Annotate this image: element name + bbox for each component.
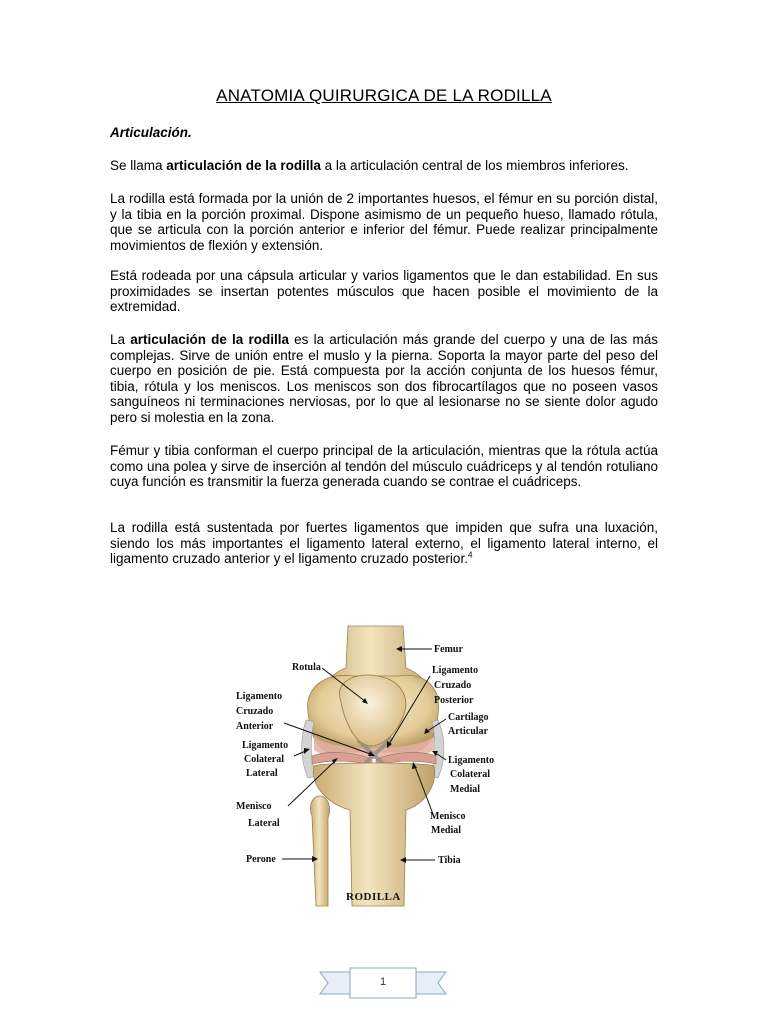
label-tibia: Tibia — [438, 855, 461, 866]
section-heading: Articulación. — [110, 125, 192, 140]
paragraph-4-bold: articulación de la rodilla — [130, 332, 289, 347]
label-lig-cruz-post-2: Cruzado — [434, 680, 472, 691]
label-femur: Femur — [434, 644, 463, 655]
tibia-bone — [313, 763, 434, 906]
label-lig-col-med-1: Ligamento — [448, 755, 495, 766]
label-menisco-lat-2: Lateral — [248, 818, 280, 829]
paragraph-5: Fémur y tibia conforman el cuerpo principal de la articulación, mientras que la rótula actúa como una polea y sirve de inserción al tendón del músculo cuádriceps y al tendón rotuliano cuya función es transmitir la fuerza generada cuando se contrae el cuádriceps. — [110, 443, 658, 490]
knee-anatomy-figure — [228, 620, 520, 910]
page-number: 1 — [379, 976, 387, 988]
footnote-marker: 4 — [467, 550, 473, 560]
figure-caption: RODILLA — [346, 891, 401, 903]
paragraph-2: La rodilla está formada por la unión de 2 importantes huesos, el fémur en su porción distal, y la tibia en la porción proximal. Dispone asimismo de un pequeño hueso, llamado rótula, que se articula con la porción anterior e inferior del fémur. Puede realizar principalmente movimientos de flexión y extensión. — [110, 191, 658, 253]
label-lig-col-lat-3: Lateral — [246, 768, 278, 779]
label-cartilago-2: Articular — [448, 726, 488, 737]
paragraph-6 — [110, 520, 658, 567]
label-lig-cruz-post-3: Posterior — [434, 695, 474, 706]
paragraph-1-pre: Se llama — [110, 158, 167, 173]
label-lig-cruz-ant-3: Anterior — [236, 721, 274, 732]
paragraph-4-post: es la articulación más grande del cuerpo y una de las más complejas. Sirve de unión entre el muslo y la pierna. Soporta la mayor parte del peso del cuerpo en posición de pie. Está compuesta por la acción conjunta de los huesos fémur, tibia, rótula y los meniscos. Los meniscos son dos fibrocartílagos que no poseen vasos sanguíneos ni terminaciones nerviosas, por lo que al lesionarse no se siente dolor agudo pero si molestia en la zona. — [110, 332, 658, 425]
page-number-badge — [318, 966, 448, 1000]
label-rotula: Rotula — [292, 662, 321, 673]
paragraph-1-bold: articulación de la rodilla — [166, 158, 321, 173]
label-menisco-med-2: Medial — [431, 825, 461, 836]
paragraph-6-text: La rodilla está sustentada por fuertes ligamentos que impiden que sufra una luxación, siendo los más importantes el ligamento lateral externo, el ligamento lateral interno, el ligamento cruzado anterior y el ligamento cruzado posterior. — [110, 520, 658, 567]
fibula-bone — [310, 796, 329, 906]
label-lig-col-lat-1: Ligamento — [242, 740, 289, 751]
label-lig-cruz-ant-1: Ligamento — [236, 691, 283, 702]
label-menisco-med-1: Menisco — [430, 811, 466, 822]
knee-illustration — [228, 620, 520, 910]
label-lig-col-med-2: Colateral — [450, 769, 490, 780]
label-lig-col-lat-2: Colateral — [244, 754, 284, 765]
label-perone: Perone — [246, 854, 276, 865]
label-lig-cruz-ant-2: Cruzado — [236, 706, 274, 717]
paragraph-4 — [110, 332, 658, 426]
label-lig-cruz-post-1: Ligamento — [432, 665, 479, 676]
label-lig-col-med-3: Medial — [450, 784, 480, 795]
paragraph-1-post: a la articulación central de los miembros inferiores. — [320, 158, 629, 173]
label-menisco-lat-1: Menisco — [236, 801, 272, 812]
paragraph-3: Está rodeada por una cápsula articular y varios ligamentos que le dan estabilidad. En sus proximidades se insertan potentes músculos que hacen posible el movimiento de la extremidad. — [110, 268, 658, 315]
paragraph-1 — [110, 158, 658, 174]
label-cartilago-1: Cartilago — [448, 712, 489, 723]
paragraph-4-pre: La — [110, 332, 131, 347]
page-title: ANATOMIA QUIRURGICA DE LA RODILLA — [216, 86, 552, 105]
